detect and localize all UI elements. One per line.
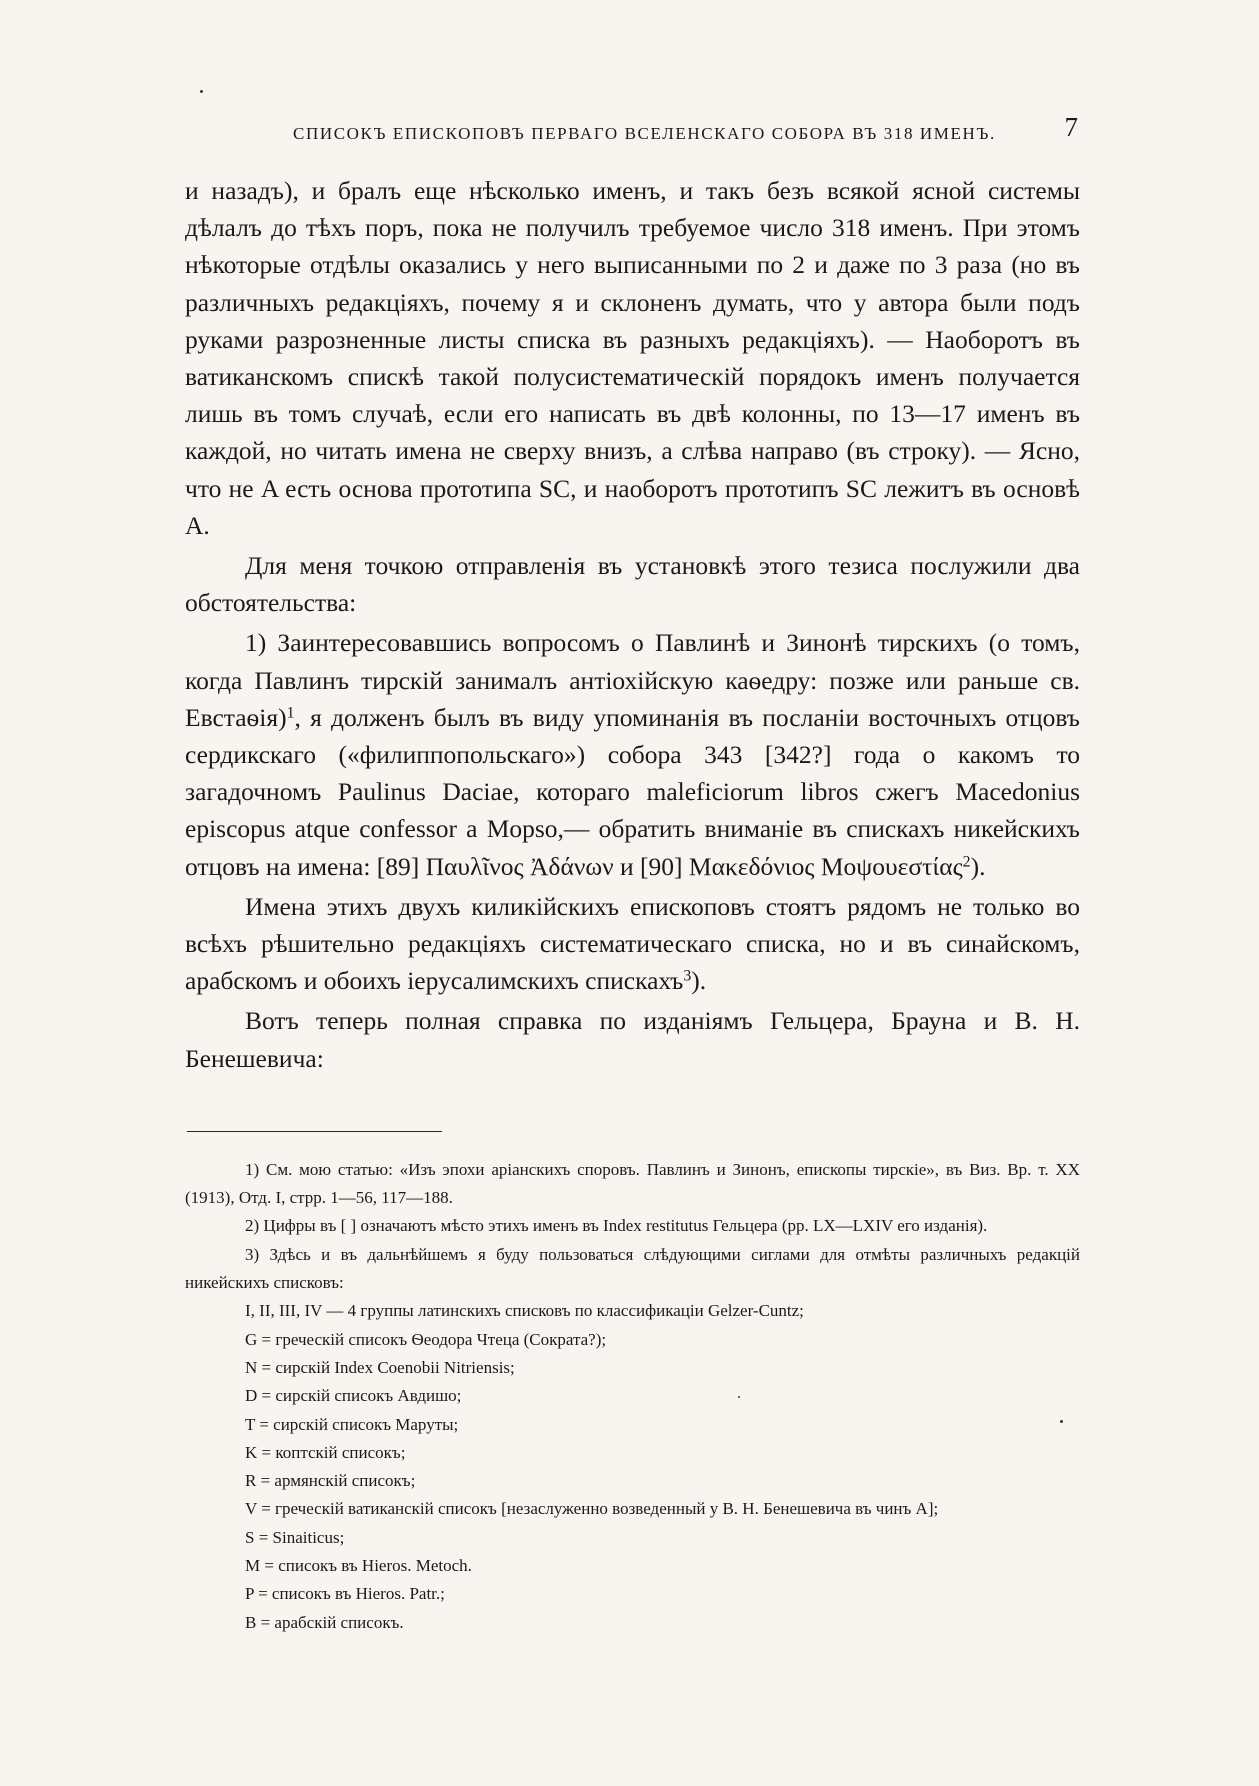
footnote-1: 1) См. мою статью: «Изъ эпохи аріанскихъ споровъ. Павлинъ и Зинонъ, епископы тирскіе», въ Виз. Вр. т. XX (1913), Отд. I, стрр. 1—56, 117—188. [185, 1159, 1080, 1208]
cilician-text: Имена этихъ двухъ киликійскихъ епископовъ стоятъ рядомъ не только во всѣхъ рѣшительно редакціяхъ систематическаго списка, но и въ синайскомъ, арабскомъ и обоихъ іерусалимскихъ спискахъ [185, 891, 1080, 996]
footnote-3: 3) Здѣсь и въ дальнѣйшемъ я буду пользоваться слѣдующими сиглами для отмѣты различныхъ редакцій никейскихъ списковъ: [185, 1244, 1080, 1293]
body-text [185, 172, 1080, 1077]
siglum-b: B = арабскій списокъ. [245, 1612, 404, 1632]
footnote-2: 2) Цифры въ [ ] означаютъ мѣсто этихъ именъ въ Index restitutus Гельцера (рр. LX—LXIV его изданія). [245, 1216, 988, 1236]
siglum-p: P = списокъ въ Hieros. Patr.; [245, 1584, 445, 1604]
siglum-latin: I, II, III, IV — 4 группы латинскихъ списковъ по классификаціи Gelzer-Cuntz; [245, 1301, 804, 1321]
paragraph-thesis-intro: Для меня точкою отправленія въ установкѣ этого тезиса послужили два обстоятельства: [185, 551, 1080, 618]
point-1-text-end: ). [970, 851, 986, 881]
footnote-ref-2: 2 [962, 852, 971, 870]
point-1-text-middle: , я долженъ былъ въ виду упоминанія въ посланіи восточныхъ отцовъ сердикскаго («филиппопольскаго») собора 343 [342?] года о какомъ то загадочномъ Paulinus Daciae, котораго maleficiorum libros сжегъ Macedonius episcopus atque confessor a Mopso,— обратить вниманіе въ спискахъ никейскихъ отцовъ на имена: [89] Παυλῖνος Ἀδάνων и [90] Μακεδόνιος Μοψουεστίας [185, 702, 1080, 881]
scan-speck [738, 1396, 740, 1398]
siglum-v: V = греческій ватиканскій списокъ [незаслуженно возведенный у В. Н. Бенешевича въ чинъ A]; [245, 1499, 939, 1519]
point-1-text-start: 1) Заинтересовавшись вопросомъ о Павлинѣ и Зинонѣ тирскихъ (о томъ, когда Павлинъ тирскій занималъ антіохійскую каѳедру: позже или раньше св. Евстаѳія) [185, 628, 1080, 732]
running-head [185, 112, 1080, 152]
siglum-m: M = списокъ въ Hieros. Metoch. [245, 1556, 472, 1576]
running-title: СПИСОКЪ ЕПИСКОПОВЪ ПЕРВАГО ВСЕЛЕНСКАГО СОБОРА ВЪ 318 ИМЕНЪ. [293, 124, 996, 143]
footnote-ref-1: 1 [286, 704, 295, 722]
scan-speck [200, 90, 203, 93]
footnotes [185, 1156, 1080, 1637]
siglum-s: S = Sinaiticus; [245, 1527, 345, 1547]
siglum-t: T = сирскій списокъ Маруты; [245, 1414, 459, 1434]
page [185, 112, 1080, 1637]
paragraph-cilician-bishops [185, 888, 1080, 1000]
cilician-text-end: ). [691, 966, 707, 996]
scan-speck [1060, 1420, 1063, 1423]
paragraph-reference-intro: Вотъ теперь полная справка по изданіямъ Гельцера, Брауна и В. Н. Бенешевича: [185, 1006, 1080, 1073]
paragraph-point-1 [185, 624, 1080, 884]
paragraph-continuation: и назадъ), и бралъ еще нѣсколько именъ, и такъ безъ всякой ясной системы дѣлалъ до тѣхъ поръ, пока не получилъ требуемое число 318 именъ. При этомъ нѣкоторые отдѣлы оказались у него выписанными по 2 и даже по 3 раза (но въ различныхъ редакціяхъ, почему я и склоненъ думать, что у автора были подъ руками разрозненные листы списка въ разныхъ редакціяхъ). — Наоборотъ въ ватиканскомъ спискѣ такой полусистематическій порядокъ именъ получается лишь въ томъ случаѣ, если его написать въ двѣ колонны, по 13—17 именъ въ каждой, но читать имена не сверху внизъ, а слѣва направо (въ строку). — Ясно, что не A есть основа прототипа SC, и наоборотъ прототипъ SC лежитъ въ основѣ A. [185, 176, 1080, 540]
page-number: 7 [1064, 112, 1078, 142]
siglum-g: G = греческій списокъ Ѳеодора Чтеца (Сократа?); [245, 1329, 607, 1349]
footnote-ref-3: 3 [683, 967, 692, 985]
siglum-d: D = сирскій списокъ Авдишо; [245, 1386, 462, 1406]
siglum-n: N = сирскій Index Coenobii Nitriensis; [245, 1357, 515, 1377]
siglum-k: K = коптскій списокъ; [245, 1442, 406, 1462]
siglum-r: R = армянскій списокъ; [245, 1471, 416, 1491]
footnote-rule [187, 1131, 442, 1132]
